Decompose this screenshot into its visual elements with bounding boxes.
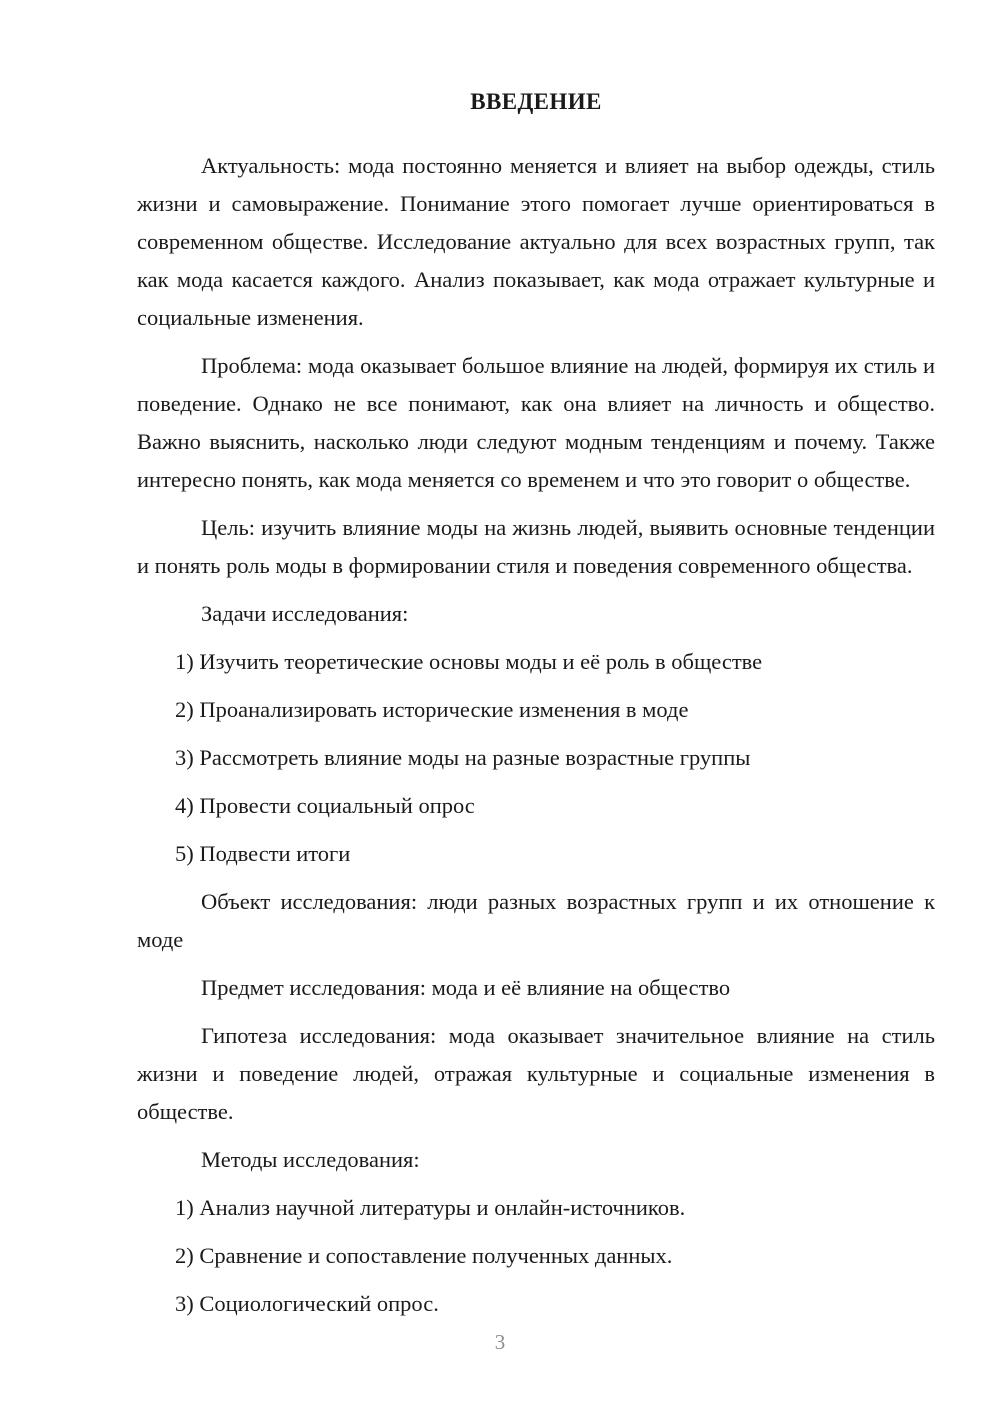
list-item: 3) Социологический опрос. xyxy=(175,1290,439,1316)
page-number: 3 xyxy=(494,1330,506,1354)
document-body xyxy=(137,88,935,1333)
methods-heading: Методы исследования: xyxy=(201,1146,420,1172)
paragraph-hypothesis: Гипотеза исследования: мода оказывает значительное влияние на стиль жизни и поведение людей, отражая культурные и социальные изменения в обществе. xyxy=(137,1022,935,1124)
list-item: 1) Изучить теоретические основы моды и её роль в обществе xyxy=(175,648,763,674)
list-item: 5) Подвести итоги xyxy=(175,840,351,866)
paragraph-relevance: Актуальность: мода постоянно меняется и влияет на выбор одежды, стиль жизни и самовыражение. Понимание этого помогает лучше ориентироваться в современном обществе. Исследование актуально для всех возрастных групп, так как мода касается каждого. Анализ показывает, как мода отражает культурные и социальные изменения. xyxy=(137,152,935,330)
list-item: 1) Анализ научной литературы и онлайн-источников. xyxy=(175,1194,686,1220)
list-item: 2) Проанализировать исторические изменения в моде xyxy=(175,696,689,722)
paragraph-problem: Проблема: мода оказывает большое влияние на людей, формируя их стиль и поведение. Однако не все понимают, как она влияет на личность и общество. Важно выяснить, насколько люди следуют модным тенденциям и почему. Также интересно понять, как мода меняется со временем и что это говорит о обществе. xyxy=(137,352,935,492)
list-item: 3) Рассмотреть влияние моды на разные возрастные группы xyxy=(175,744,751,770)
paragraph-subject: Предмет исследования: мода и её влияние на общество xyxy=(201,974,731,1000)
paragraph-object: Объект исследования: люди разных возрастных групп и их отношение к моде xyxy=(137,888,935,952)
list-item: 2) Сравнение и сопоставление полученных данных. xyxy=(175,1242,673,1268)
list-item: 4) Провести социальный опрос xyxy=(175,792,475,818)
page-title: ВВЕДЕНИЕ xyxy=(470,89,602,114)
tasks-heading: Задачи исследования: xyxy=(201,600,409,626)
paragraph-goal: Цель: изучить влияние моды на жизнь людей, выявить основные тенденции и понять роль моды в формировании стиля и поведения современного общества. xyxy=(137,514,935,578)
